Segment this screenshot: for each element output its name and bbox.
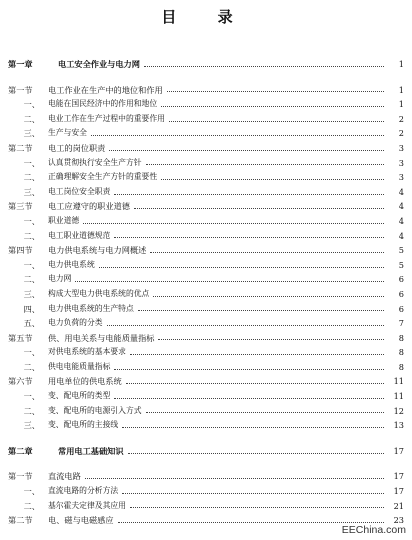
dot-leader	[150, 252, 384, 253]
toc-item-row[interactable]	[8, 126, 404, 141]
toc-item-row[interactable]	[8, 389, 404, 404]
toc-item-row[interactable]	[8, 156, 404, 171]
toc-entry-title: 基尔霍夫定律及其应用	[48, 500, 126, 510]
dot-leader	[128, 453, 384, 454]
toc-entry-title: 变、配电所的主接线	[48, 420, 119, 430]
toc-entry-number: 二、	[23, 274, 40, 285]
toc-entry-number: 二、	[23, 172, 40, 183]
toc-page-number: 12	[393, 405, 404, 416]
toc-item-row[interactable]	[8, 272, 404, 287]
dot-leader	[130, 507, 384, 508]
toc-item-row[interactable]	[8, 287, 404, 302]
toc-entry-title: 电工的岗位职责	[48, 142, 106, 153]
toc-entry-number: 第二节	[8, 515, 33, 526]
toc-entry-title: 电工岗位安全职责	[48, 186, 111, 196]
toc-entry-title: 电工职业道德规范	[48, 230, 111, 240]
dot-leader	[134, 208, 384, 209]
toc-entry-number: 第二章	[8, 445, 33, 456]
toc-entry-title: 直流电路的分析方法	[48, 486, 119, 496]
toc-entry-title: 职业道德	[48, 215, 80, 225]
toc-page-number: 11	[393, 391, 404, 402]
toc-entry-number: 三、	[23, 128, 40, 139]
toc-entry-title: 构成大型电力供电系统的优点	[48, 288, 150, 298]
dot-leader	[107, 325, 384, 326]
toc-page-number: 23	[393, 515, 404, 526]
toc-entry-number: 第六节	[8, 376, 33, 387]
toc-entry-title: 电工安全作业与电力网	[58, 59, 140, 69]
toc-item-row[interactable]	[8, 499, 404, 514]
toc-item-row[interactable]	[8, 418, 404, 433]
toc-entry-number: 第一节	[8, 471, 33, 482]
section-gap	[8, 72, 404, 83]
toc-item-row[interactable]	[8, 97, 404, 112]
toc-entry-title: 电力供电系统	[48, 259, 95, 269]
section-gap	[8, 433, 404, 444]
toc-entry-number: 一、	[23, 347, 40, 358]
toc-page-number: 2	[398, 128, 404, 139]
dot-leader	[158, 339, 384, 340]
toc-entry-title: 电力供电系统与电力网概述	[48, 245, 147, 256]
toc-page-number: 8	[398, 347, 404, 358]
toc-page-number: 4	[398, 186, 404, 197]
toc-entry-number: 二、	[23, 405, 40, 416]
toc-item-row[interactable]	[8, 484, 404, 499]
dot-leader	[138, 310, 384, 311]
toc-item-row[interactable]	[8, 258, 404, 273]
toc-entry-number: 二、	[23, 500, 40, 511]
toc-entry-title: 电工应遵守的职业道德	[48, 201, 130, 212]
toc-entry-number: 一、	[23, 215, 40, 226]
toc-page-number: 13	[393, 420, 404, 431]
toc-entry-title: 变、配电所的类型	[48, 391, 111, 401]
toc-entry-title: 认真贯彻执行安全生产方针	[48, 157, 142, 167]
toc-section-row[interactable]	[8, 199, 404, 214]
toc-page-number: 5	[398, 259, 404, 270]
dot-leader	[161, 179, 384, 180]
toc-page-number: 4	[398, 215, 404, 226]
toc-page-number: 3	[398, 157, 404, 168]
toc-section-row[interactable]	[8, 83, 404, 98]
toc-item-row[interactable]	[8, 345, 404, 360]
toc-item-row[interactable]	[8, 229, 404, 244]
toc-entry-title: 直流电路	[48, 471, 81, 482]
toc-page-number: 5	[398, 245, 404, 256]
dot-leader	[122, 427, 384, 428]
toc-page-number: 1	[398, 99, 404, 110]
toc-entry-title: 电能在国民经济中的作用和地位	[48, 99, 158, 109]
toc-entry-title: 生产与安全	[48, 128, 87, 138]
toc-item-row[interactable]	[8, 360, 404, 375]
toc-entry-number: 三、	[23, 420, 40, 431]
toc-entry-number: 第二节	[8, 142, 33, 153]
toc-entry-title: 对供电系统的基本要求	[48, 347, 126, 357]
toc-entry-number: 一、	[23, 391, 40, 402]
dot-leader	[114, 369, 384, 370]
dot-leader	[85, 478, 384, 479]
watermark: EEChina.com	[341, 524, 406, 536]
toc-item-row[interactable]	[8, 302, 404, 317]
toc-page-number: 17	[393, 486, 404, 497]
toc-entry-number: 二、	[23, 361, 40, 372]
toc-page-number: 17	[393, 471, 404, 482]
toc-page-number: 4	[398, 201, 404, 212]
toc-page-number: 3	[398, 172, 404, 183]
dot-leader	[153, 296, 384, 297]
toc-item-row[interactable]	[8, 112, 404, 127]
toc-section-row[interactable]	[8, 243, 404, 258]
toc-entry-title: 变、配电所的电源引入方式	[48, 405, 142, 415]
toc-entry-number: 二、	[23, 230, 40, 241]
toc-chapter-row[interactable]	[8, 444, 404, 459]
dot-leader	[109, 150, 384, 151]
toc-entry-number: 一、	[23, 157, 40, 168]
toc-entry-title: 电力供电系统的生产特点	[48, 303, 134, 313]
dot-leader	[146, 412, 384, 413]
toc-section-row[interactable]	[8, 331, 404, 346]
toc-page-number: 7	[398, 318, 404, 329]
table-of-contents	[8, 57, 404, 528]
toc-page-number: 11	[393, 376, 404, 387]
toc-entry-title: 供电电能质量指标	[48, 361, 111, 371]
dot-leader	[114, 237, 384, 238]
toc-entry-title: 电工作业在生产中的地位和作用	[48, 84, 163, 95]
toc-entry-number: 一、	[23, 99, 40, 110]
dot-leader	[130, 354, 384, 355]
dot-leader	[114, 194, 384, 195]
toc-entry-number: 第一节	[8, 84, 33, 95]
toc-chapter-row[interactable]	[8, 57, 404, 72]
toc-entry-number: 一、	[23, 259, 40, 270]
dot-leader	[118, 522, 384, 523]
toc-page-number: 17	[393, 445, 404, 456]
dot-leader	[146, 164, 384, 165]
toc-entry-title: 用电单位的供电系统	[48, 376, 122, 387]
toc-page-number: 2	[398, 113, 404, 124]
dot-leader	[114, 398, 384, 399]
toc-page-number: 21	[393, 500, 404, 511]
toc-page-number: 8	[398, 361, 404, 372]
toc-page-number: 8	[398, 332, 404, 343]
toc-entry-title: 电力网	[48, 274, 72, 284]
dot-leader	[126, 383, 384, 384]
dot-leader	[91, 135, 384, 136]
toc-item-row[interactable]	[8, 316, 404, 331]
toc-page-number: 6	[398, 274, 404, 285]
toc-page-number: 1	[398, 84, 404, 95]
toc-entry-number: 三、	[23, 288, 40, 299]
toc-entry-title: 正确理解安全生产方针的重要性	[48, 172, 158, 182]
dot-leader	[83, 223, 384, 224]
toc-page-number: 6	[398, 303, 404, 314]
toc-item-row[interactable]	[8, 185, 404, 200]
toc-entry-number: 五、	[23, 318, 40, 329]
toc-section-row[interactable]	[8, 469, 404, 484]
toc-item-row[interactable]	[8, 214, 404, 229]
toc-item-row[interactable]	[8, 170, 404, 185]
toc-section-row[interactable]	[8, 374, 404, 389]
toc-entry-title: 常用电工基础知识	[58, 445, 124, 456]
dot-leader	[161, 106, 384, 107]
toc-page-number: 6	[398, 288, 404, 299]
toc-entry-number: 一、	[23, 486, 40, 497]
toc-entry-number: 第一章	[8, 59, 33, 69]
toc-entry-number: 二、	[23, 113, 40, 124]
toc-page-number: 3	[398, 142, 404, 153]
toc-entry-number: 第三节	[8, 201, 33, 212]
toc-entry-number: 四、	[23, 303, 40, 314]
dot-leader	[144, 66, 384, 67]
toc-item-row[interactable]	[8, 404, 404, 419]
dot-leader	[122, 493, 384, 494]
toc-entry-title: 电业工作在生产过程中的重要作用	[48, 113, 165, 123]
toc-page-number: 4	[398, 230, 404, 241]
dot-leader	[75, 281, 384, 282]
toc-page-number: 1	[398, 59, 404, 69]
dot-leader	[99, 267, 384, 268]
toc-entry-number: 三、	[23, 186, 40, 197]
page-title: 目 录	[161, 8, 251, 26]
dot-leader	[169, 121, 384, 122]
toc-section-row[interactable]	[8, 141, 404, 156]
toc-entry-title: 电、磁与电磁感应	[48, 515, 114, 526]
toc-entry-title: 电力负荷的分类	[48, 318, 103, 328]
dot-leader	[167, 91, 384, 92]
toc-entry-number: 第四节	[8, 245, 33, 256]
toc-entry-title: 供、用电关系与电能质量指标	[48, 332, 155, 343]
toc-entry-number: 第五节	[8, 332, 33, 343]
section-gap	[8, 458, 404, 469]
